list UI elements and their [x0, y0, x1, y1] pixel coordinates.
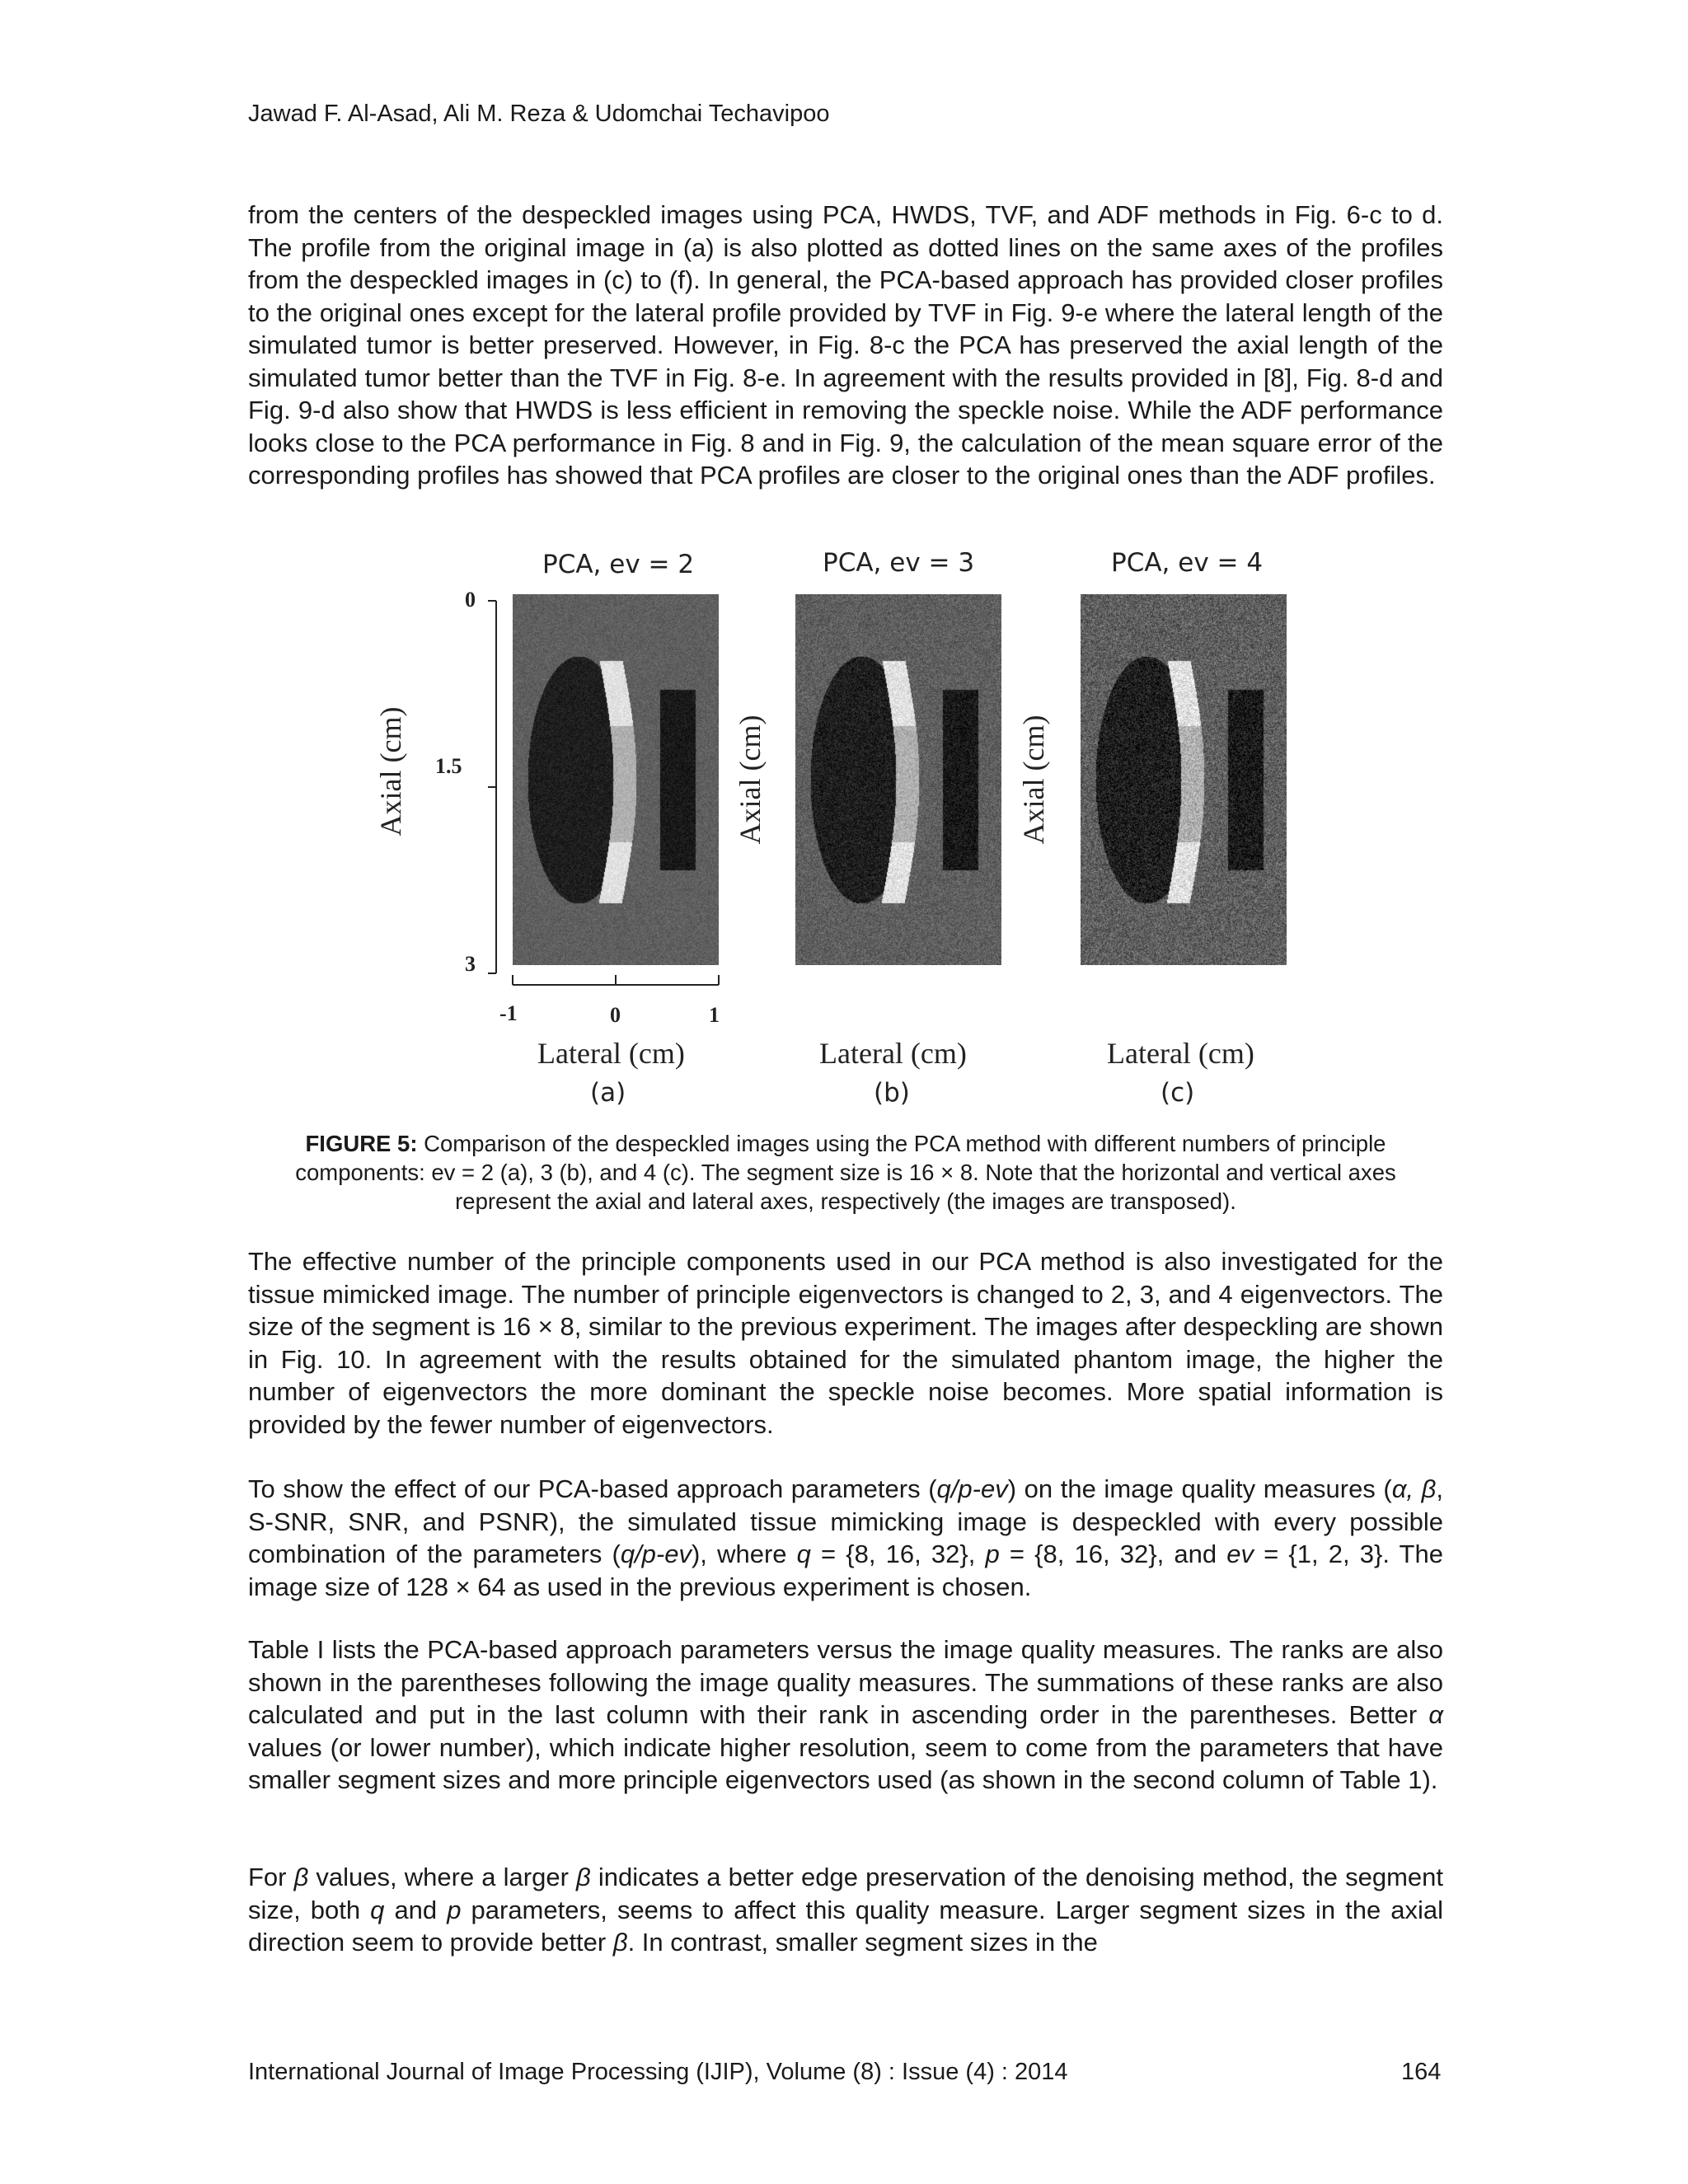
running-header: Jawad F. Al-Asad, Ali M. Reza & Udomchai Techavipoo: [248, 101, 830, 127]
panel-a-xtick-2: 1: [709, 1003, 720, 1027]
paragraph-parameters: To show the effect of our PCA-based approach parameters (q/p-ev) on the image quality measures (α, β, S-SNR, SNR, and PSNR), the simulated tissue mimicking image is despeckled with every possible combination of the parameters (q/p-ev), where q = {8, 16, 32}, p = {8, 16, 32}, and ev = {1, 2, 3}. The image size of 128 × 64 as used in the previous experiment is chosen.: [248, 1474, 1443, 1601]
panel-a-ytick-1: 1.5: [435, 754, 462, 778]
caption-label: FIGURE 5:: [305, 1131, 418, 1156]
paragraph-eigenvectors: The effective number of the principle components used in our PCA method is also investigated for the tissue mimicked image. The number of principle eigenvectors is changed to 2, 3, and 4 eigenvectors. The size of the segment is 16 × 8, similar to the previous experiment. The images after despeckling are shown in Fig. 10. In agreement with the results obtained for the simulated phantom image, the higher the number of eigenvectors the more dominant the speckle noise becomes. More spatial information is provided by the fewer number of eigenvectors.: [248, 1247, 1443, 1439]
panel-b-ylabel: Axial (cm): [734, 715, 767, 845]
panel-b-sublabel: (b): [874, 1078, 910, 1108]
panel-a-xtick-1: 0: [610, 1003, 621, 1027]
footer-journal: International Journal of Image Processing (IJIP), Volume (8) : Issue (4) : 2014: [248, 2059, 1068, 2085]
paragraph-profiles: from the centers of the despeckled images using PCA, HWDS, TVF, and ADF methods in Fig. 6-c to d. The profile from the original image in (a) is also plotted as dotted lines on the same axes of the profiles from the despeckled images in (c) to (f). In general, the PCA-based approach has provided closer profiles to the original ones except for the lateral profile provided by TVF in Fig. 9-e where the lateral length of the simulated tumor is better preserved. However, in Fig. 8-c the PCA has preserved the axial length of the simulated tumor better than the TVF in Fig. 8-e. In agreement with the results provided in [8], Fig. 8-d and Fig. 9-d also show that HWDS is less efficient in removing the speckle noise. While the ADF performance looks close to the PCA performance in Fig. 8 and in Fig. 9, the calculation of the mean square error of the corresponding profiles has showed that PCA profiles are closer to the original ones than the ADF profiles.: [248, 200, 1443, 490]
figure-caption: [248, 1129, 1443, 1216]
panel-a-x-axis: [511, 973, 722, 991]
panel-a-ylabel: Axial (cm): [374, 706, 407, 837]
panel-b-xlabel: Lateral (cm): [819, 1037, 967, 1070]
panel-a-xlabel: Lateral (cm): [537, 1037, 685, 1070]
panel-c-xlabel: Lateral (cm): [1107, 1037, 1254, 1070]
panel-c-image: [1081, 594, 1287, 965]
panel-a-y-axis: [486, 598, 503, 977]
panel-c-ylabel: Axial (cm): [1017, 715, 1050, 845]
figure-5: [363, 548, 1302, 1117]
panel-b-title: PCA, ev = 3: [823, 548, 975, 578]
panel-a-title: PCA, ev = 2: [542, 550, 695, 579]
panel-a-sublabel: (a): [590, 1078, 626, 1108]
panel-c-title: PCA, ev = 4: [1111, 548, 1264, 578]
panel-c-sublabel: (c): [1160, 1078, 1195, 1108]
panel-a-ytick-2: 3: [465, 952, 476, 976]
paragraph-beta-values: For β values, where a larger β indicates a better edge preservation of the denoising method, the segment size, both q and p parameters, seems to affect this quality measure. Larger segment sizes in the axial direction seem to provide better β. In contrast, smaller segment sizes in the: [248, 1863, 1443, 1957]
panel-b-image: [795, 594, 1001, 965]
panel-a-ytick-0: 0: [465, 588, 476, 612]
caption-text: Comparison of the despeckled images using the PCA method with different numbers of principle components: ev = 2 (a), 3 (b), and 4 (c). The segment size is 16 × 8. Note that the horizontal and vertical axes represent the axial and lateral axes, respectively (the images are transposed).: [295, 1131, 1396, 1214]
panel-a-image: [513, 594, 719, 965]
panel-a-xtick-0: -1: [499, 1001, 518, 1025]
paragraph-table-ranks: Table I lists the PCA-based approach parameters versus the image quality measures. The ranks are also shown in the parentheses following the image quality measures. The summations of these ranks are also calculated and put in the last column with their rank in ascending order in the parentheses. Better α values (or lower number), which indicate higher resolution, seem to come from the parameters that have smaller segment sizes and more principle eigenvectors used (as shown in the second column of Table 1).: [248, 1635, 1443, 1794]
page-number: 164: [1401, 2059, 1442, 2085]
